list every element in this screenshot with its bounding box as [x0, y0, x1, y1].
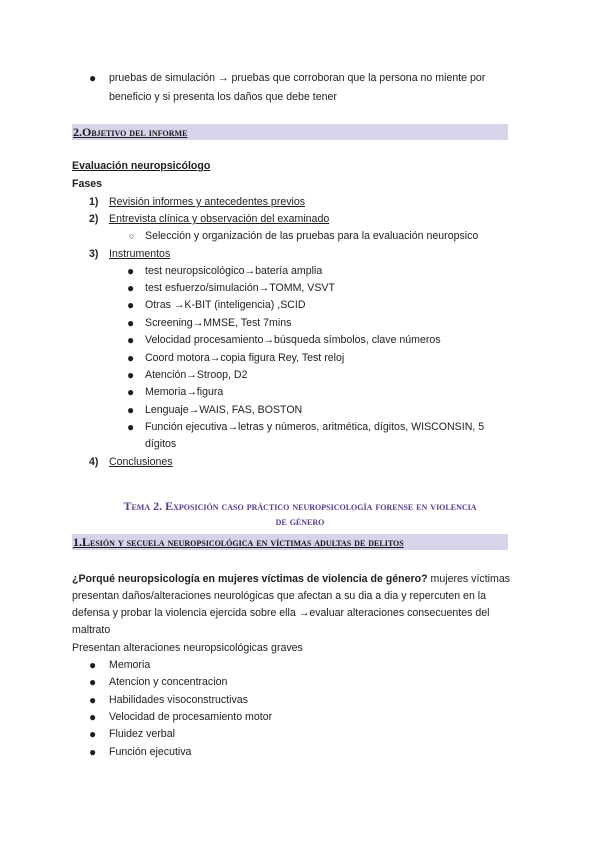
section2-heading: 2.Objetivo del informe: [73, 125, 188, 139]
instrumento-item-cont: dígitos: [145, 438, 177, 450]
intro-bullet-line1: pruebas de simulación → pruebas que corroboran que la persona no miente por: [109, 72, 486, 84]
bullet-icon: ●: [127, 420, 135, 434]
phase-label: Conclusiones: [109, 456, 173, 468]
phase-num: 2): [89, 213, 99, 225]
intro-bullet-line2: beneficio y si presenta los daños que debe tener: [109, 91, 337, 103]
bullet-icon: ●: [127, 351, 135, 365]
instrumento-item: test neuropsicológico→batería amplia: [145, 265, 323, 277]
instrumento-item: Screening→MMSE, Test 7mins: [145, 317, 292, 329]
bullet-icon: ●: [127, 385, 135, 399]
instrumento-item: Función ejecutiva→letras y números, aritmética, dígitos, WISCONSIN, 5: [145, 421, 485, 433]
graves-item: Memoria: [109, 659, 151, 671]
tema-title-line1: Tema 2. Exposición caso práctico neuropsicología forense en violencia: [123, 499, 477, 513]
phase2-sub: Selección y organización de las pruebas para la evaluación neuropsico: [145, 230, 479, 242]
question-rest: mujeres víctimas: [427, 573, 511, 585]
bullet-icon: ●: [89, 693, 97, 707]
tema-title-line2: de género: [275, 514, 325, 528]
graves-item: Habilidades visoconstructivas: [109, 694, 248, 706]
question-bold: ¿Porqué neuropsicología en mujeres víctimas de violencia de género?: [72, 573, 428, 585]
eval-title: Evaluación neuropsicólogo: [72, 160, 211, 172]
bullet-icon: ●: [127, 316, 135, 330]
instrumento-item: Lenguaje→WAIS, FAS, BOSTON: [145, 404, 303, 416]
fases-label: Fases: [72, 178, 103, 190]
bullet-icon: ●: [127, 298, 135, 312]
phase-label: Instrumentos: [109, 248, 171, 260]
phase-num: 1): [89, 196, 99, 208]
question-line4: maltrato: [72, 624, 111, 636]
instrumento-item: Atención→Stroop, D2: [145, 369, 248, 381]
question-line1: [72, 571, 510, 588]
graves-intro: Presentan alteraciones neuropsicológicas graves: [72, 642, 303, 654]
bullet-icon: ●: [127, 368, 135, 382]
graves-item: Atencion y concentracion: [109, 676, 228, 688]
bullet-icon: ●: [89, 675, 97, 689]
bullet-icon: ●: [127, 281, 135, 295]
bullet-icon: ●: [127, 333, 135, 347]
question-line3: defensa y probar la violencia ejercida sobre ella →evaluar alteraciones consecuentes del: [72, 607, 490, 619]
phase-num: 4): [89, 456, 99, 468]
instrumento-item: Memoria→figura: [145, 386, 224, 398]
instrumento-item: Otras →K-BIT (inteligencia) ,SCID: [145, 299, 306, 311]
instrumento-item: Coord motora→copia figura Rey, Test reloj: [145, 352, 345, 364]
graves-item: Función ejecutiva: [109, 746, 192, 758]
bullet-icon: ●: [89, 727, 97, 741]
phase-label: Revisión informes y antecedentes previos: [109, 196, 306, 208]
section1-heading: 1.Lesión y secuela neuropsicológica en víctimas adultas de delitos: [73, 535, 404, 549]
bullet-icon: ●: [89, 71, 97, 85]
graves-item: Velocidad de procesamiento motor: [109, 711, 273, 723]
bullet-icon: ●: [127, 264, 135, 278]
instrumento-item: test esfuerzo/simulación→TOMM, VSVT: [145, 282, 335, 294]
bullet-icon: ●: [89, 745, 97, 759]
phase-num: 3): [89, 248, 99, 260]
bullet-icon: ●: [89, 658, 97, 672]
question-line2: presentan daños/alteraciones neurológicas que afectan a su dia a dia y repercuten en la: [72, 590, 487, 602]
graves-item: Fluidez verbal: [109, 728, 175, 740]
bullet-icon: ●: [89, 710, 97, 724]
instrumento-item: Velocidad procesamiento→búsqueda símbolos, clave números: [145, 334, 441, 346]
bullet-icon: ●: [127, 403, 135, 417]
phase-label: Entrevista clínica y observación del examinado: [109, 213, 330, 225]
circle-bullet-icon: ○: [129, 231, 135, 241]
